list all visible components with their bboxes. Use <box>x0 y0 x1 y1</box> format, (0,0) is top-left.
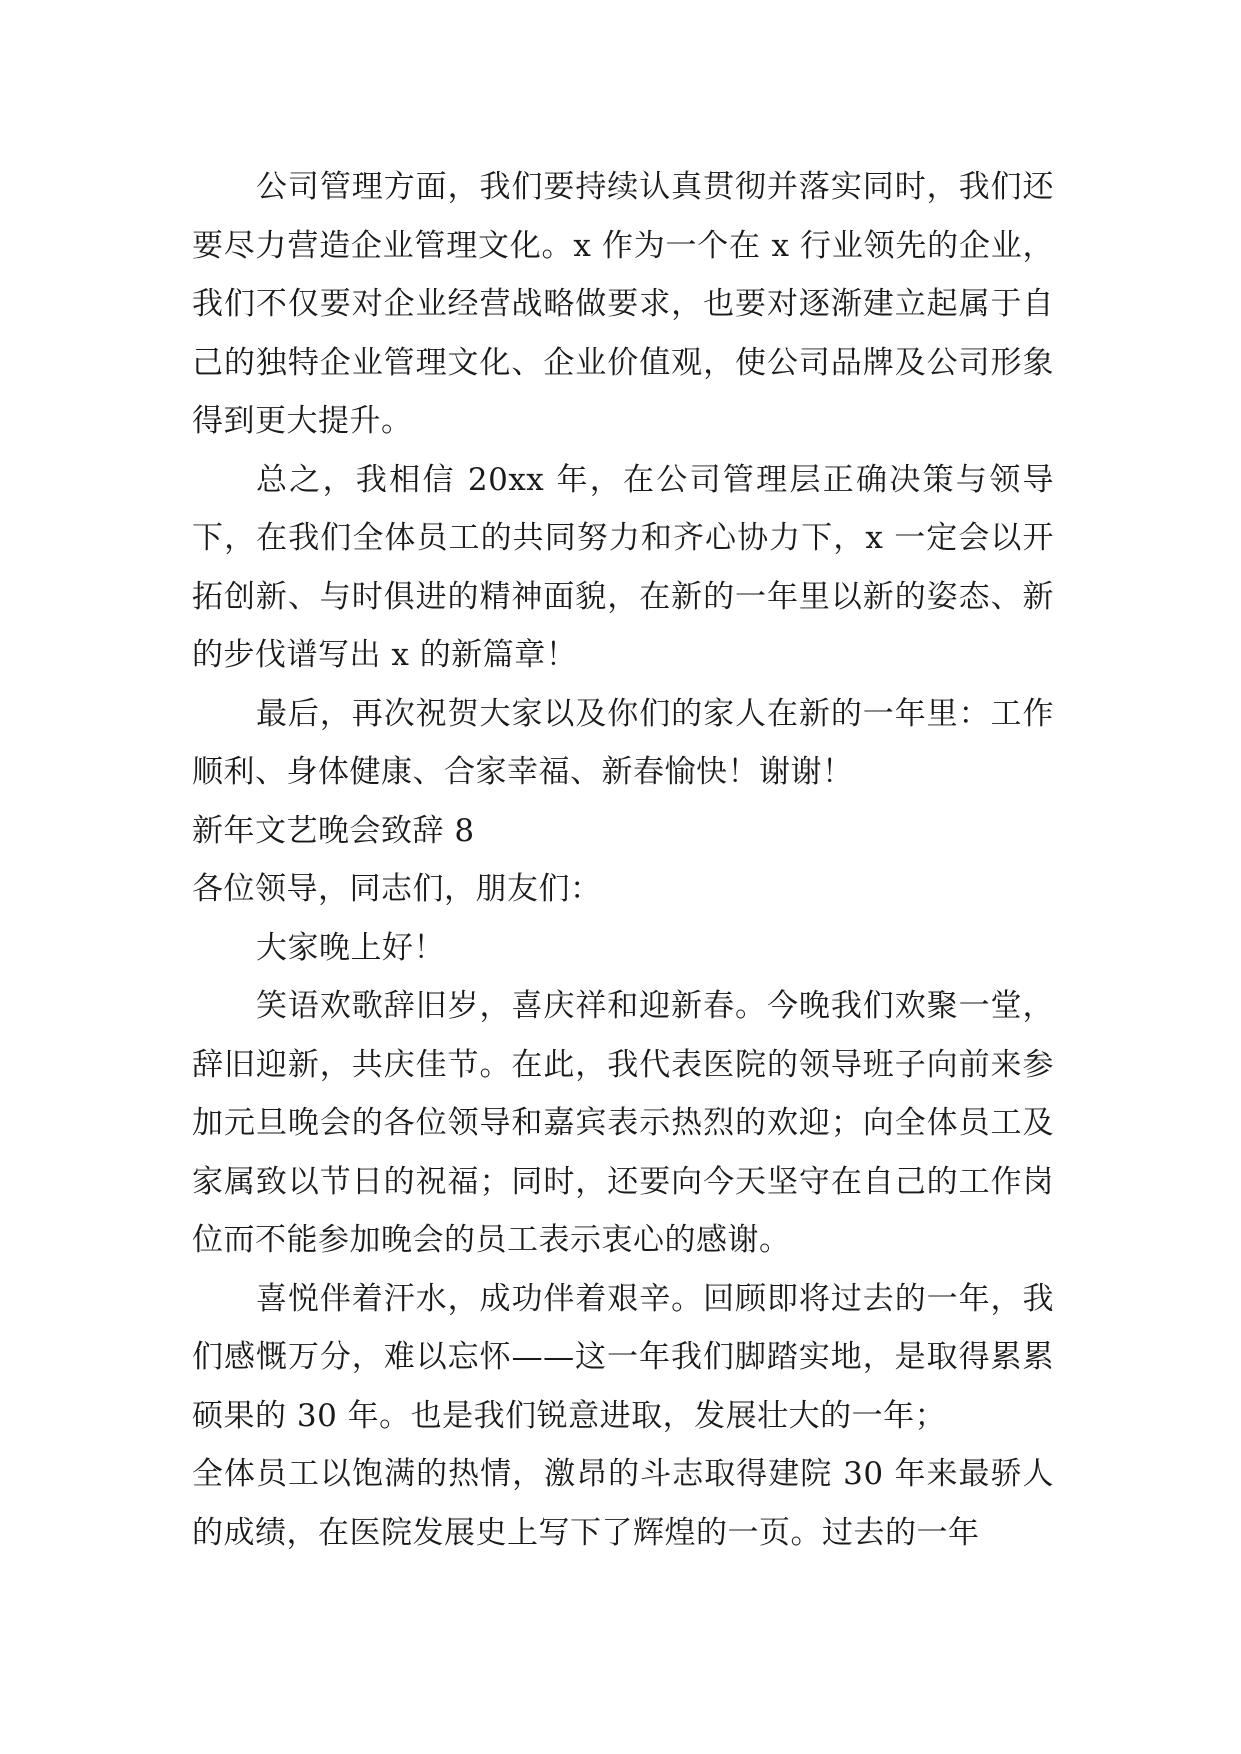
paragraph-welcome: 笑语欢歌辞旧岁，喜庆祥和迎新春。今晚我们欢聚一堂，辞旧迎新，共庆佳节。在此，我代表医院的领导班子向前来参加元旦晚会的各位领导和嘉宾表示热烈的欢迎；向全体员工及家属致以节日的祝福；同时，还要向今天坚守在自己的工作岗位而不能参加晚会的员工表示衷心的感谢。 <box>192 988 1054 1258</box>
document-body <box>192 158 1054 1562</box>
paragraph-review: 喜悦伴着汗水，成功伴着艰辛。回顾即将过去的一年，我们感慨万分，难以忘怀——这一年我们脚踏实地，是取得累累硕果的 30 年。也是我们锐意进取，发展壮大的一年； <box>192 1280 1054 1434</box>
salutation: 各位领导，同志们，朋友们： <box>192 871 602 907</box>
paragraph-conclusion: 总之，我相信 20xx 年，在公司管理层正确决策与领导下，在我们全体员工的共同努力和齐心协力下，x 一定会以开拓创新、与时俱进的精神面貌，在新的一年里以新的姿态、新的步伐谱写出 x 的新篇章！ <box>192 461 1054 673</box>
section-heading: 新年文艺晚会致辞 8 <box>192 812 475 849</box>
paragraph-achievements: 全体员工以饱满的热情，激昂的斗志取得建院 30 年来最骄人的成绩，在医院发展史上写下了辉煌的一页。过去的一年 <box>192 1456 1054 1551</box>
greeting: 大家晚上好！ <box>256 929 445 966</box>
paragraph-management-culture: 公司管理方面，我们要持续认真贯彻并落实同时，我们还要尽力营造企业管理文化。x 作为一个在 x 行业领先的企业，我们不仅要对企业经营战略做要求，也要对逐渐建立起属于自己的独特企业管理文化、企业价值观，使公司品牌及公司形象得到更大提升。 <box>192 169 1054 439</box>
paragraph-closing-wishes: 最后，再次祝贺大家以及你们的家人在新的一年里：工作顺利、身体健康、合家幸福、新春愉快！谢谢！ <box>192 695 1054 790</box>
